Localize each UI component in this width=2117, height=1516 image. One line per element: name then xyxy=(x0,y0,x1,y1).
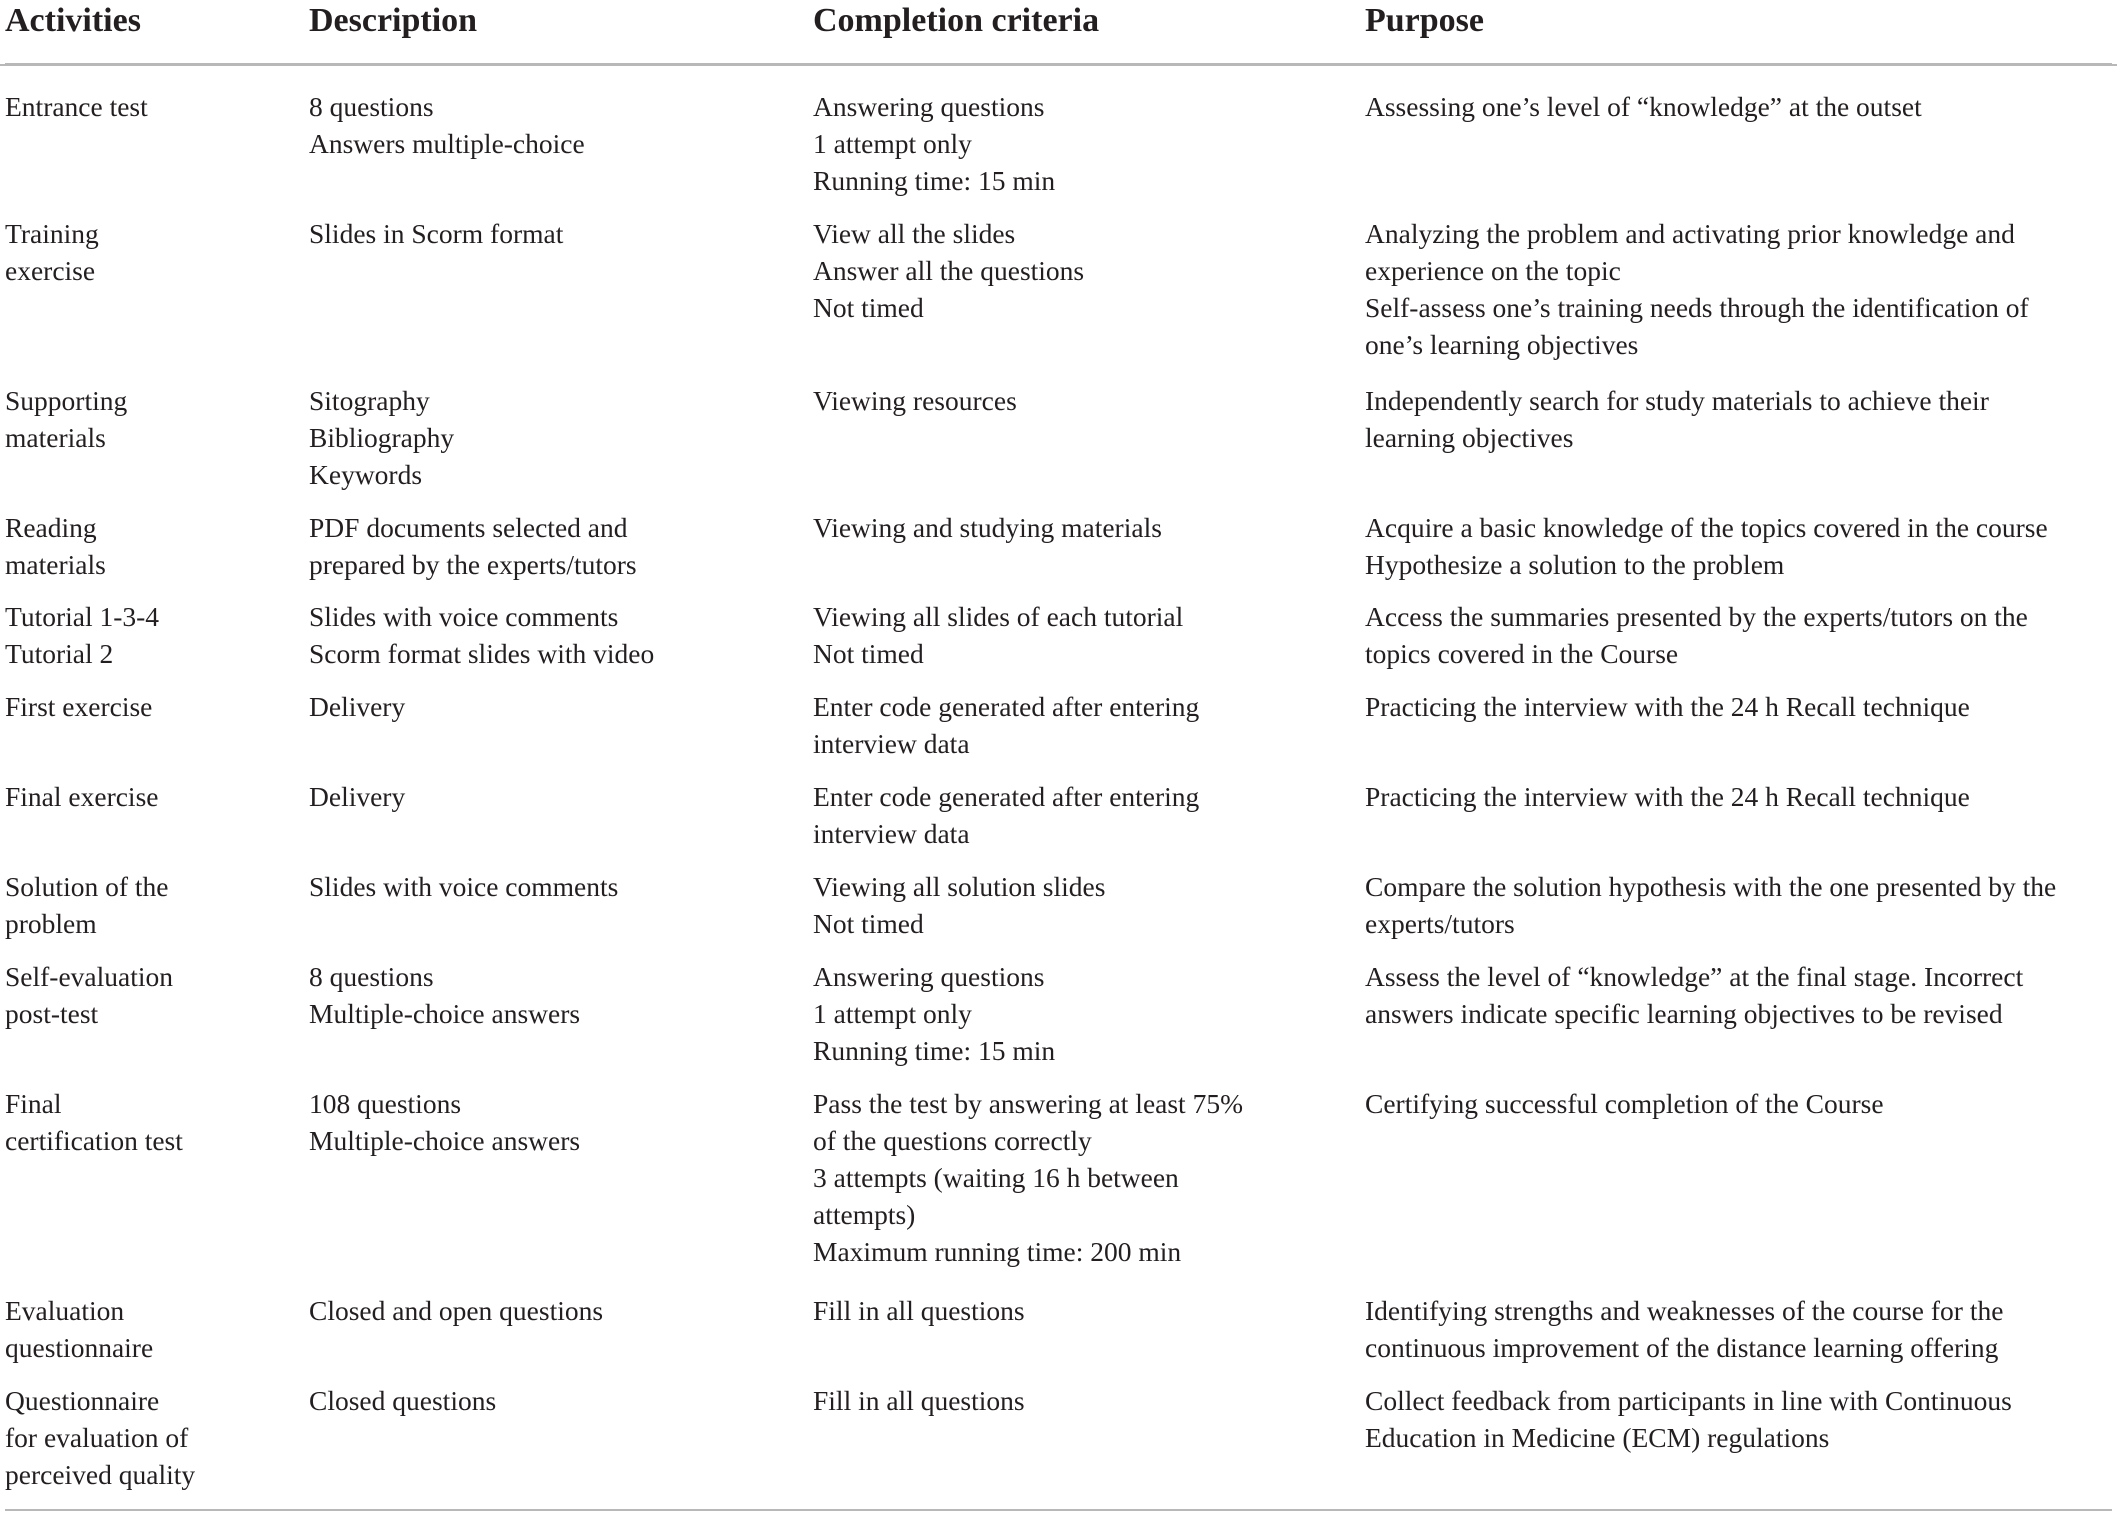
cell-line: Certifying successful completion of the Course xyxy=(1365,1088,1884,1119)
cell-purpose xyxy=(1365,598,2028,672)
cell-line: 1 attempt only xyxy=(813,998,972,1029)
cell-line: Identifying strengths and weaknesses of the course for the xyxy=(1365,1295,2004,1326)
cell-line: Enter code generated after entering xyxy=(813,781,1200,812)
cell-line: Answering questions xyxy=(813,91,1045,122)
cell-line: learning objectives xyxy=(1365,422,1574,453)
cell-purpose xyxy=(1365,778,1970,815)
cell-line: PDF documents selected and xyxy=(309,512,628,543)
cell-line: topics covered in the Course xyxy=(1365,638,1679,669)
cell-completion-criteria xyxy=(813,215,1084,326)
cell-line: Scorm format slides with video xyxy=(309,638,655,669)
cell-line: Running time: 15 min xyxy=(813,1035,1056,1066)
cell-completion-criteria xyxy=(813,1085,1243,1270)
cell-line: Bibliography xyxy=(309,422,455,453)
cell-line: Slides in Scorm format xyxy=(309,218,564,249)
table-bottom-divider xyxy=(5,1509,2112,1511)
cell-line: 3 attempts (waiting 16 h between xyxy=(813,1162,1179,1193)
cell-activity xyxy=(5,509,106,583)
cell-activity xyxy=(5,88,148,125)
cell-line: exercise xyxy=(5,255,96,286)
cell-line: Answering questions xyxy=(813,961,1045,992)
header-description: Description xyxy=(309,2,478,39)
cell-line: Closed and open questions xyxy=(309,1295,604,1326)
cell-line: Compare the solution hypothesis with the one presented by the xyxy=(1365,871,2057,902)
cell-line: Collect feedback from participants in line with Continuous xyxy=(1365,1385,2012,1416)
cell-line: Viewing all solution slides xyxy=(813,871,1106,902)
cell-line: Self-assess one’s training needs through the identification of xyxy=(1365,292,2029,323)
cell-line: Slides with voice comments xyxy=(309,601,619,632)
cell-line: for evaluation of xyxy=(5,1422,189,1453)
cell-activity xyxy=(5,868,168,942)
cell-completion-criteria xyxy=(813,88,1055,199)
cell-line: Self-evaluation xyxy=(5,961,173,992)
cell-line: Enter code generated after entering xyxy=(813,691,1200,722)
cell-line: interview data xyxy=(813,818,970,849)
cell-line: prepared by the experts/tutors xyxy=(309,549,637,580)
header-activities: Activities xyxy=(5,2,141,39)
cell-description xyxy=(309,88,585,162)
cell-line: Tutorial 2 xyxy=(5,638,114,669)
cell-description xyxy=(309,958,580,1032)
cell-line: Fill in all questions xyxy=(813,1295,1025,1326)
cell-activity xyxy=(5,958,173,1032)
cell-line: Not timed xyxy=(813,292,924,323)
cell-line: one’s learning objectives xyxy=(1365,329,1639,360)
cell-line: 108 questions xyxy=(309,1088,462,1119)
cell-completion-criteria xyxy=(813,688,1199,762)
cell-line: Answer all the questions xyxy=(813,255,1085,286)
cell-activity xyxy=(5,688,152,725)
cell-purpose xyxy=(1365,1382,2012,1456)
cell-description xyxy=(309,509,637,583)
cell-line: questionnaire xyxy=(5,1332,154,1363)
cell-description xyxy=(309,778,405,815)
cell-activity xyxy=(5,1085,183,1159)
cell-line: View all the slides xyxy=(813,218,1016,249)
cell-line: materials xyxy=(5,422,106,453)
cell-activity xyxy=(5,215,99,289)
cell-activity xyxy=(5,778,158,815)
cell-line: continuous improvement of the distance learning offering xyxy=(1365,1332,1999,1363)
cell-line: Education in Medicine (ECM) regulations xyxy=(1365,1422,1830,1453)
cell-line: Multiple-choice answers xyxy=(309,998,581,1029)
cell-line: of the questions correctly xyxy=(813,1125,1092,1156)
cell-line: experts/tutors xyxy=(1365,908,1515,939)
table-header-row xyxy=(0,0,2117,66)
cell-description xyxy=(309,688,405,725)
cell-purpose xyxy=(1365,382,1989,456)
cell-completion-criteria xyxy=(813,509,1162,546)
cell-description xyxy=(309,382,454,493)
cell-line: Evaluation xyxy=(5,1295,125,1326)
cell-line: Supporting xyxy=(5,385,128,416)
cell-line: Final exercise xyxy=(5,781,159,812)
cell-line: Running time: 15 min xyxy=(813,165,1056,196)
header-completion-criteria: Completion criteria xyxy=(813,2,1100,39)
cell-line: Viewing resources xyxy=(813,385,1017,416)
cell-line: perceived quality xyxy=(5,1459,196,1490)
cell-line: 8 questions xyxy=(309,91,434,122)
cell-completion-criteria xyxy=(813,1382,1025,1419)
cell-line: Final xyxy=(5,1088,62,1119)
cell-completion-criteria xyxy=(813,598,1183,672)
cell-line: experience on the topic xyxy=(1365,255,1621,286)
cell-line: interview data xyxy=(813,728,970,759)
cell-line: problem xyxy=(5,908,97,939)
cell-line: 1 attempt only xyxy=(813,128,972,159)
cell-line: Tutorial 1-3-4 xyxy=(5,601,160,632)
cell-description xyxy=(309,868,618,905)
cell-line: post-test xyxy=(5,998,99,1029)
cell-line: Not timed xyxy=(813,638,924,669)
cell-line: Multiple-choice answers xyxy=(309,1125,581,1156)
cell-activity xyxy=(5,1292,153,1366)
cell-line: Hypothesize a solution to the problem xyxy=(1365,549,1785,580)
cell-completion-criteria xyxy=(813,382,1017,419)
cell-description xyxy=(309,1085,580,1159)
cell-line: answers indicate specific learning objectives to be revised xyxy=(1365,998,2003,1029)
cell-line: Entrance test xyxy=(5,91,148,122)
cell-purpose xyxy=(1365,688,1970,725)
cell-line: Not timed xyxy=(813,908,924,939)
cell-line: Answers multiple-choice xyxy=(309,128,585,159)
cell-line: Pass the test by answering at least 75% xyxy=(813,1088,1243,1119)
cell-line: Practicing the interview with the 24 h Recall technique xyxy=(1365,691,1970,722)
header-divider xyxy=(5,63,2112,65)
cell-line: Assess the level of “knowledge” at the final stage. Incorrect xyxy=(1365,961,2024,992)
cell-purpose xyxy=(1365,1292,2003,1366)
cell-purpose xyxy=(1365,509,2048,583)
cell-completion-criteria xyxy=(813,958,1055,1069)
cell-line: Independently search for study materials to achieve their xyxy=(1365,385,1989,416)
cell-completion-criteria xyxy=(813,778,1199,852)
cell-line: Closed questions xyxy=(309,1385,497,1416)
cell-line: Viewing and studying materials xyxy=(813,512,1162,543)
cell-purpose xyxy=(1365,215,2029,363)
cell-line: Fill in all questions xyxy=(813,1385,1025,1416)
cell-activity xyxy=(5,598,159,672)
cell-line: Training xyxy=(5,218,99,249)
cell-line: certification test xyxy=(5,1125,183,1156)
cell-purpose xyxy=(1365,88,1922,125)
cell-description xyxy=(309,1292,603,1329)
cell-purpose xyxy=(1365,1085,1884,1122)
cell-description xyxy=(309,1382,496,1419)
cell-line: attempts) xyxy=(813,1199,916,1230)
cell-line: Reading xyxy=(5,512,97,543)
cell-line: Acquire a basic knowledge of the topics covered in the course xyxy=(1365,512,2048,543)
cell-line: materials xyxy=(5,549,106,580)
cell-completion-criteria xyxy=(813,868,1105,942)
cell-line: Delivery xyxy=(309,781,406,812)
cell-purpose xyxy=(1365,958,2023,1032)
cell-line: Viewing all slides of each tutorial xyxy=(813,601,1184,632)
cell-line: Practicing the interview with the 24 h Recall technique xyxy=(1365,781,1970,812)
cell-purpose xyxy=(1365,868,2056,942)
cell-description xyxy=(309,598,654,672)
cell-completion-criteria xyxy=(813,1292,1025,1329)
header-purpose: Purpose xyxy=(1365,2,1484,39)
cell-line: Analyzing the problem and activating prior knowledge and xyxy=(1365,218,2015,249)
cell-description xyxy=(309,215,563,252)
cell-line: First exercise xyxy=(5,691,153,722)
cell-line: Assessing one’s level of “knowledge” at the outset xyxy=(1365,91,1922,122)
cell-line: Solution of the xyxy=(5,871,169,902)
cell-line: Maximum running time: 200 min xyxy=(813,1236,1182,1267)
cell-line: Questionnaire xyxy=(5,1385,160,1416)
cell-activity xyxy=(5,382,127,456)
cell-activity xyxy=(5,1382,195,1493)
cell-line: Sitography xyxy=(309,385,430,416)
cell-line: 8 questions xyxy=(309,961,434,992)
cell-line: Access the summaries presented by the experts/tutors on the xyxy=(1365,601,2028,632)
cell-line: Keywords xyxy=(309,459,423,490)
cell-line: Slides with voice comments xyxy=(309,871,619,902)
cell-line: Delivery xyxy=(309,691,406,722)
